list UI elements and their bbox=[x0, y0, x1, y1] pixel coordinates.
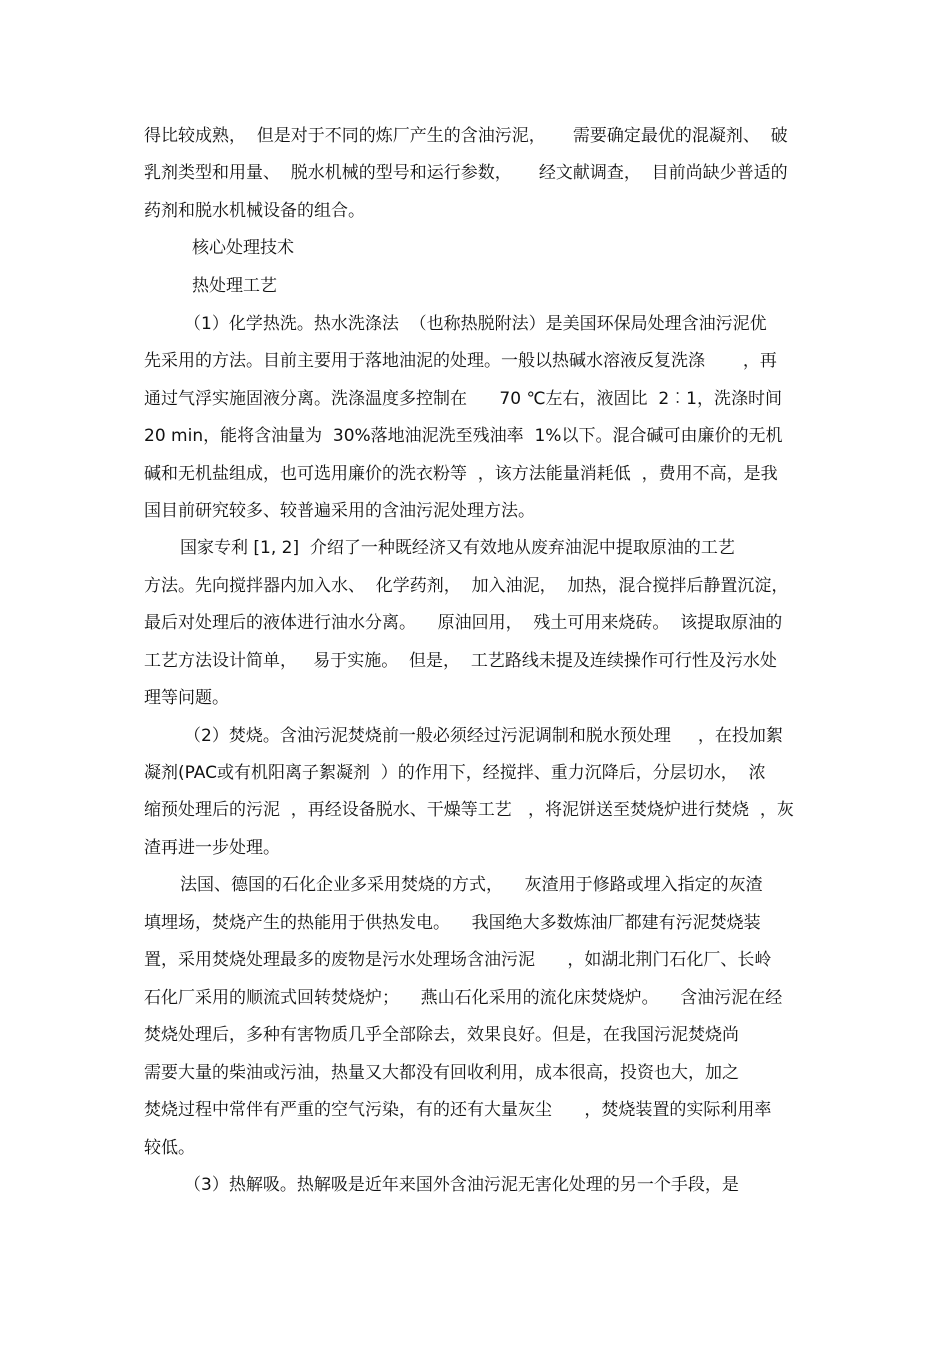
text-line: 凝剂(PAC或有机阳离子絮凝剂 ）的作用下，经搅拌、重力沉降后，分层切水， 浓 bbox=[144, 763, 766, 783]
text-line: 国目前研究较多、较普遍采用的含油污泥处理方法。 bbox=[144, 501, 535, 521]
text-line: 乳剂类型和用量、 脱水机械的型号和运行参数， 经文献调查， 目前尚缺少普适的 bbox=[144, 163, 788, 183]
text-line: 填埋场，焚烧产生的热能用于供热发电。 我国绝大多数炼油厂都建有污泥焚烧装 bbox=[144, 913, 761, 933]
text-line: 焚烧处理后，多种有害物质几乎全部除去，效果良好。但是，在我国污泥焚烧尚 bbox=[144, 1025, 739, 1045]
text-line: 药剂和脱水机械设备的组合。 bbox=[144, 201, 365, 221]
text-line: （2）焚烧。含油污泥焚烧前一般必须经过污泥调制和脱水预处理 ，在投加絮 bbox=[184, 726, 783, 746]
section-heading: 核心处理技术 bbox=[192, 238, 294, 258]
text-line: 渣再进一步处理。 bbox=[144, 838, 280, 858]
text-line: 方法。先向搅拌器内加入水、 化学药剂， 加入油泥， 加热，混合搅拌后静置沉淀， bbox=[144, 576, 789, 596]
text-line: 法国、德国的石化企业多采用焚烧的方式， 灰渣用于修路或埋入指定的灰渣 bbox=[180, 875, 763, 895]
text-line: 通过气浮实施固液分离。洗涤温度多控制在 70 ℃左右，液固比 2︰1，洗涤时间 bbox=[144, 389, 782, 409]
text-line: 理等问题。 bbox=[144, 688, 229, 708]
section-heading: 热处理工艺 bbox=[192, 276, 277, 296]
text-line: 20 min，能将含油量为 30%落地油泥洗至残油率 1%以下。混合碱可由廉价的无机 bbox=[144, 426, 783, 446]
text-line: 缩预处理后的污泥 ，再经设备脱水、干燥等工艺 ，将泥饼送至焚烧炉进行焚烧 ，灰 bbox=[144, 800, 794, 820]
text-line: 较低。 bbox=[144, 1138, 195, 1158]
text-line: 置，采用焚烧处理最多的废物是污水处理场含油污泥 ，如湖北荆门石化厂、长岭 bbox=[144, 950, 772, 970]
text-line: 需要大量的柴油或污油，热量又大都没有回收利用，成本很高，投资也大，加之 bbox=[144, 1063, 739, 1083]
text-line: 石化厂采用的顺流式回转焚烧炉； 燕山石化采用的流化床焚烧炉。 含油污泥在经 bbox=[144, 988, 783, 1008]
text-line: 先采用的方法。目前主要用于落地油泥的处理。一般以热碱水溶液反复洗涤 ，再 bbox=[144, 351, 777, 371]
text-line: 最后对处理后的液体进行油水分离。 原油回用， 残土可用来烧砖。 该提取原油的 bbox=[144, 613, 783, 633]
text-line: （1）化学热洗。热水洗涤法 （也称热脱附法）是美国环保局处理含油污泥优 bbox=[184, 314, 767, 334]
text-line: 国家专利 [1, 2] 介绍了一种既经济又有效地从废弃油泥中提取原油的工艺 bbox=[180, 538, 735, 558]
text-line: （3）热解吸。热解吸是近年来国外含油污泥无害化处理的另一个手段，是 bbox=[184, 1175, 739, 1195]
text-line: 得比较成熟， 但是对于不同的炼厂产生的含油污泥， 需要确定最优的混凝剂、 破 bbox=[144, 126, 788, 146]
text-line: 焚烧过程中常伴有严重的空气污染，有的还有大量灰尘 ，焚烧装置的实际利用率 bbox=[144, 1100, 772, 1120]
text-line: 碱和无机盐组成，也可选用廉价的洗衣粉等 ，该方法能量消耗低 ，费用不高，是我 bbox=[144, 464, 778, 484]
text-line: 工艺方法设计简单， 易于实施。 但是， 工艺路线未提及连续操作可行性及污水处 bbox=[144, 651, 777, 671]
